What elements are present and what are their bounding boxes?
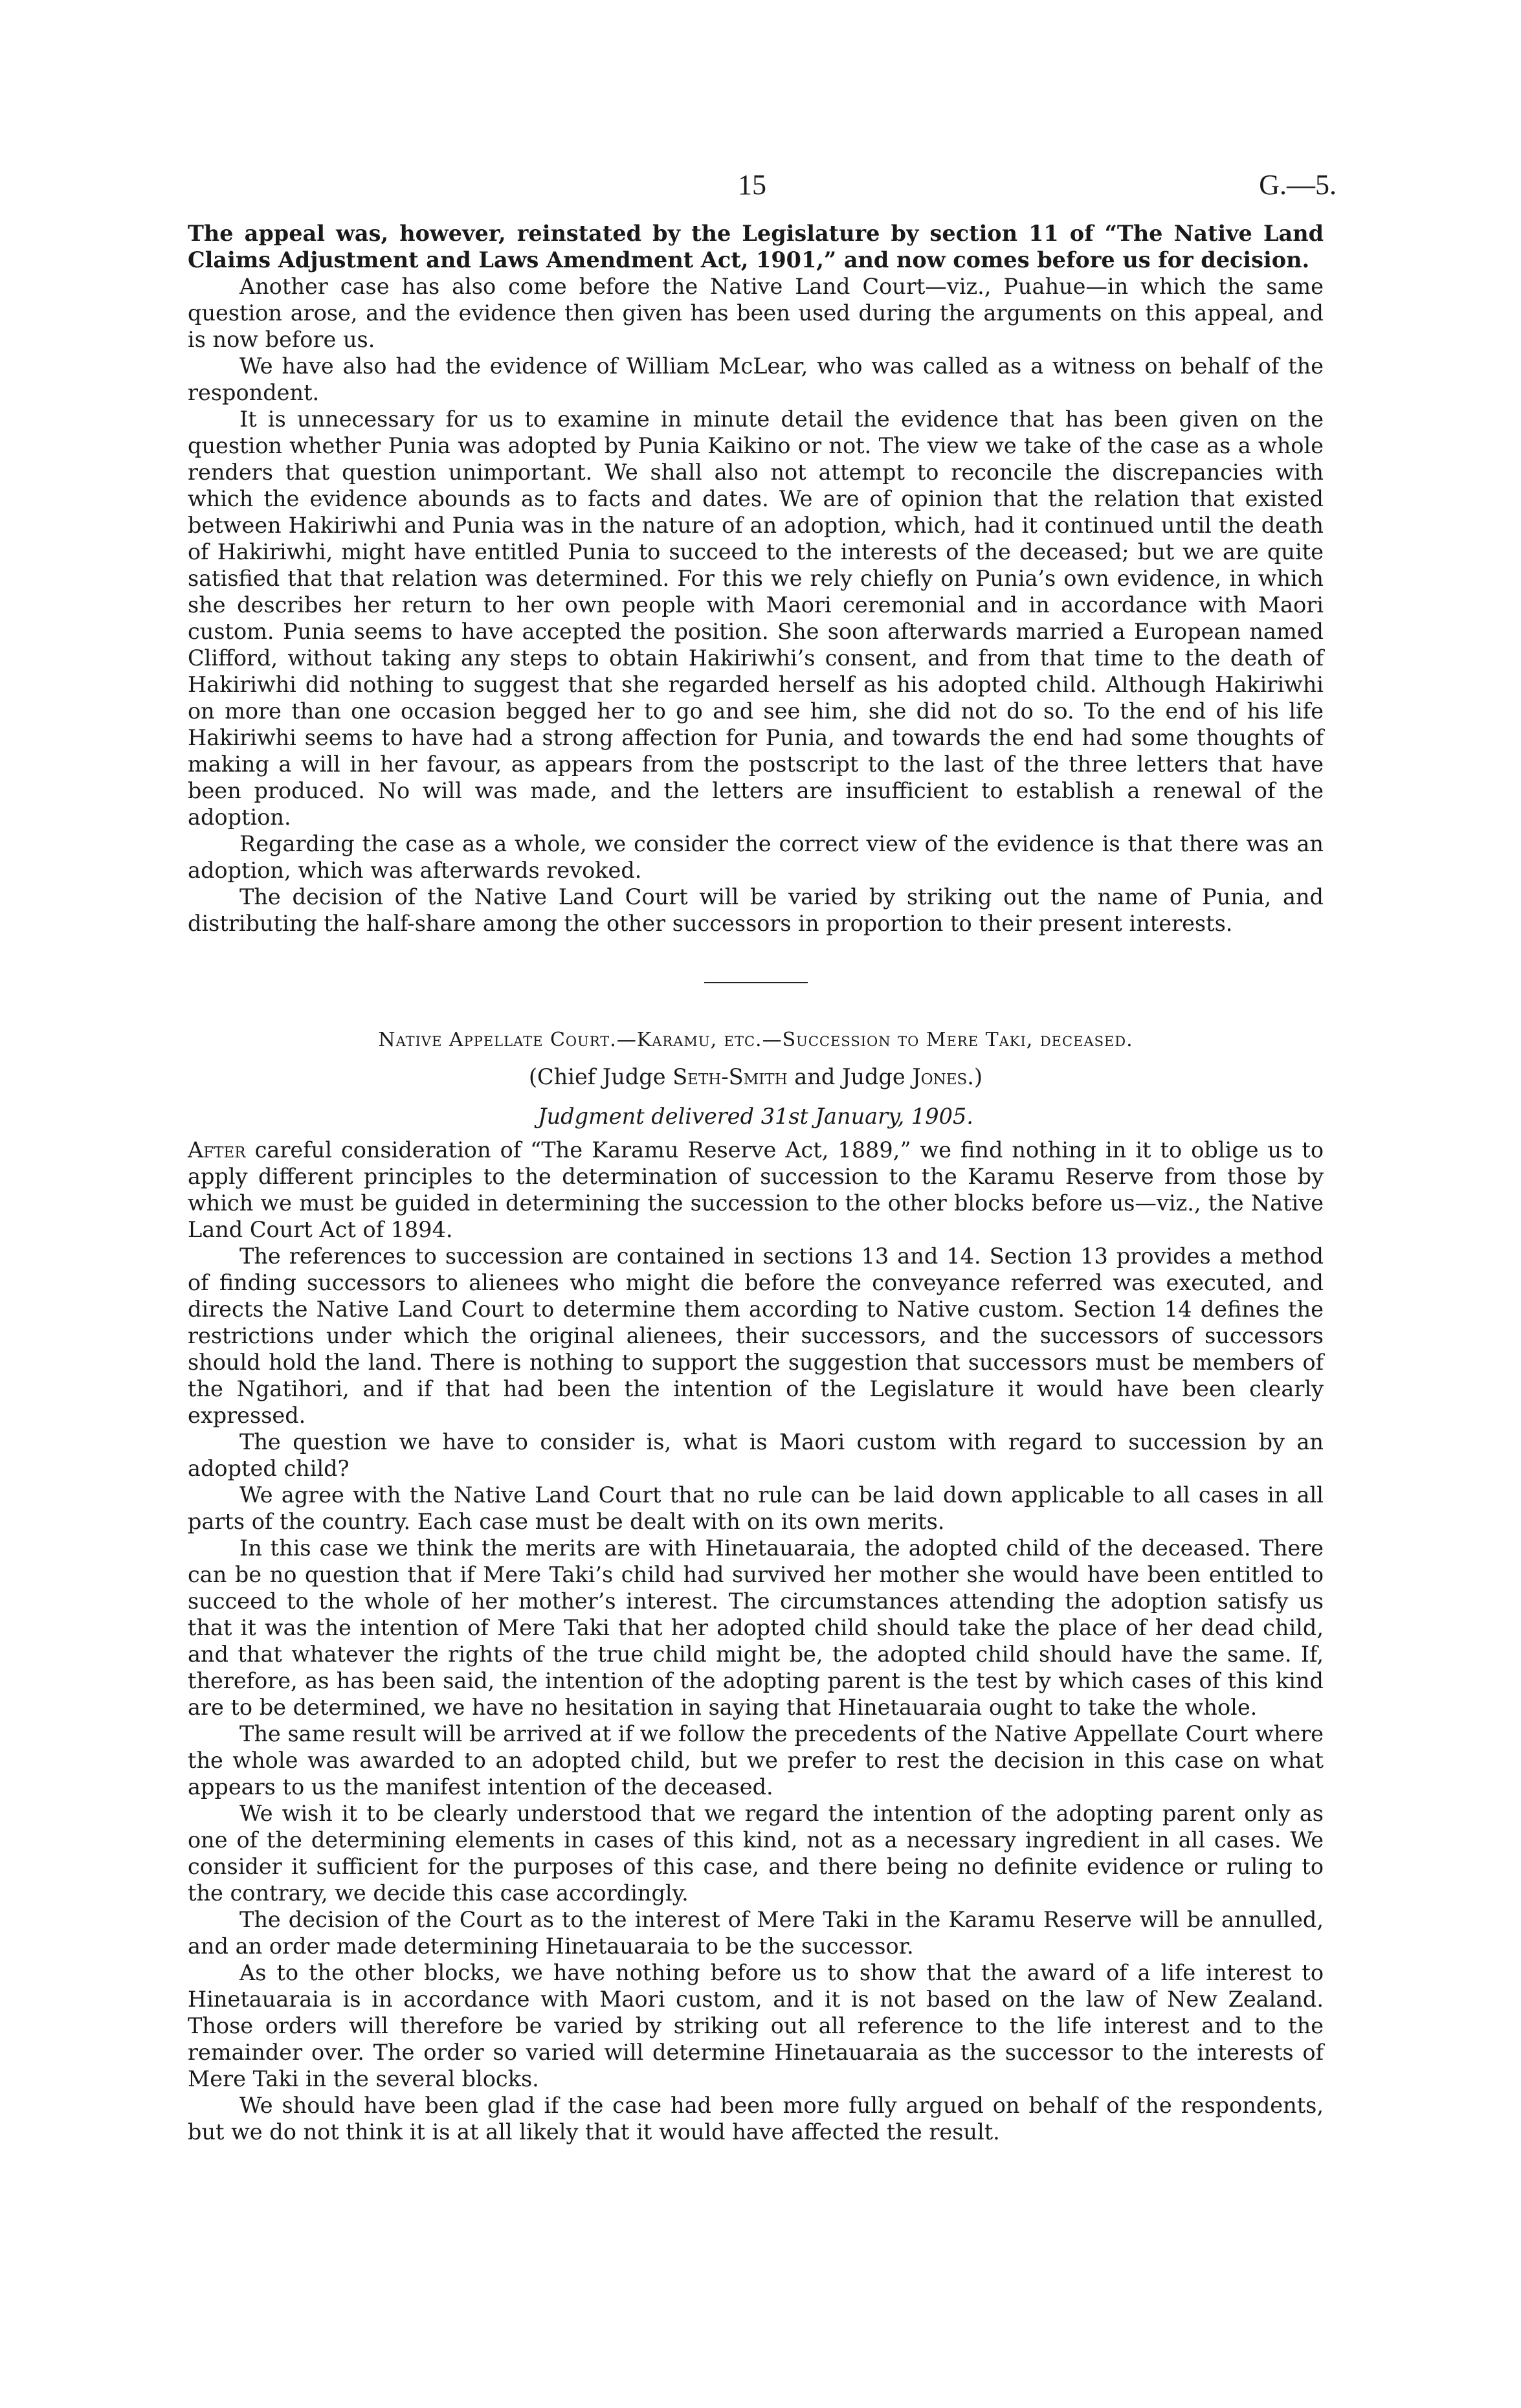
paragraph-text: careful consideration of “The Karamu Reserve Act, 1889,” we find nothing in it to oblige us to apply different principles to the determination of succession to the Karamu Reserve from those by which we must be guided in determining the succession to the other blocks before us—viz., the Native Land Court Act of 1894. (188, 1137, 1324, 1242)
document-reference: G.—5. (1259, 169, 1337, 201)
paragraph: The same result will be arrived at if we follow the precedents of the Native Appellate Court where the whole was awarded to an adopted child, but we prefer to rest the decision in this case on what appears to us the manifest intention of the deceased. (188, 1721, 1324, 1800)
paragraph: The references to succession are contained in sections 13 and 14. Section 13 provides a method of finding successors to alienees who might die before the conveyance referred was executed, and directs the Native Land Court to determine them according to Native custom. Section 14 defines the restrictions under which the original alienees, their successors, and the successors of successors should hold the land. There is nothing to support the suggestion that successors must be members of the Ngatihori, and if that had been the intention of the Legislature it would have been clearly expressed. (188, 1243, 1324, 1428)
judges-prefix: (Chief Judge (528, 1064, 673, 1089)
judges-suffix: .) (967, 1064, 983, 1089)
paragraph (188, 1137, 1324, 1243)
paragraph: The decision of the Native Land Court will be varied by striking out the name of Punia, and distributing the half-share among the other successors in proportion to their present interests. (188, 884, 1324, 936)
lead-word: After (188, 1137, 246, 1163)
section-karamu-succession (188, 1029, 1324, 2145)
paragraph: The decision of the Court as to the interest of Mere Taki in the Karamu Reserve will be annulled, and an order made determining Hinetauaraia to be the successor. (188, 1907, 1324, 1959)
paragraph: We should have been glad if the case had been more fully argued on behalf of the respondents, but we do not think it is at all likely that it would have affected the result. (188, 2093, 1324, 2145)
paragraph: It is unnecessary for us to examine in minute detail the evidence that has been given on the question whether Punia was adopted by Punia Kaikino or not. The view we take of the case as a whole renders that question unimportant. We shall also not attempt to reconcile the discrepancies with which the evidence abounds as to facts and dates. We are of opinion that the relation that existed between Hakiriwhi and Punia was in the nature of an adoption, which, had it continued until the death of Hakiriwhi, might have entitled Punia to succeed to the interests of the deceased; but we are quite satisfied that that relation was determined. For this we rely chiefly on Punia’s own evidence, in which she describes her return to her own people with Maori ceremonial and in accordance with Maori custom. Punia seems to have accepted the position. She soon afterwards married a European named Clifford, without taking any steps to obtain Hakiriwhi’s consent, and from that time to the death of Hakiriwhi did nothing to suggest that she regarded herself as his adopted child. Although Hakiriwhi on more than one occasion begged her to go and see him, she did not do so. To the end of his life Hakiriwhi seems to have had a strong affection for Punia, and towards the end had some thoughts of making a will in her favour, as appears from the postscript to the last of the three letters that have been produced. No will was made, and the letters are insufficient to establish a renewal of the adoption. (188, 407, 1324, 830)
judgment-date: Judgment delivered 31st January, 1905. (538, 1104, 973, 1129)
paragraph: We agree with the Native Land Court that no rule can be laid down applicable to all cases in all parts of the country. Each case must be dealt with on its own merits. (188, 1482, 1324, 1534)
judges-mid: and Judge (787, 1064, 913, 1089)
section-punia-appeal (188, 220, 1324, 937)
page-header (188, 168, 1337, 220)
paragraph: As to the other blocks, we have nothing before us to show that the award of a life interest to Hinetauaraia is in accordance with Maori custom, and it is not based on the law of New Zealand. Those orders will therefore be varied by striking out all reference to the life interest and to the remainder over. The order so varied will determine Hinetauaraia as the successor to the interests of Mere Taki in the several blocks. (188, 1960, 1324, 2091)
paragraph: We wish it to be clearly understood that we regard the intention of the adopting parent only as one of the determining elements in cases of this kind, not as a necessary ingredient in all cases. We consider it sufficient for the purposes of this case, and there being no definite evidence or ruling to the contrary, we decide this case accordingly. (188, 1801, 1324, 1906)
paragraph: Another case has also come before the Native Land Court—viz., Puahue—in which the same question arose, and the evidence then given has been used during the arguments on this appeal, and is now before us. (188, 274, 1324, 352)
paragraph: The appeal was, however, reinstated by the Legislature by section 11 of “The Native Land Claims Adjustment and Laws Amendment Act, 1901,” and now comes before us for decision. (188, 221, 1324, 273)
paragraph: The question we have to consider is, what is Maori custom with regard to succession by an adopted child? (188, 1429, 1324, 1481)
paragraph: Regarding the case as a whole, we consider the correct view of the evidence is that there was an adoption, which was afterwards revoked. (188, 831, 1324, 883)
section-title: Native Appellate Court.—Karamu, etc.—Succession to Mere Taki, deceased. (378, 1029, 1133, 1051)
judges-line (188, 1064, 1324, 1089)
page-number: 15 (738, 169, 766, 201)
paragraph: We have also had the evidence of William McLear, who was called as a witness on behalf of the respondent. (188, 353, 1324, 405)
judge-name: Seth-Smith (672, 1064, 788, 1089)
judge-name: Jones (912, 1064, 968, 1089)
document-page (188, 168, 1337, 2145)
section-divider (704, 982, 808, 983)
paragraph: In this case we think the merits are with Hinetauaraia, the adopted child of the deceased. There can be no question that if Mere Taki’s child had survived her mother she would have been entitled to succeed to the whole of her mother’s interest. The circumstances attending the adoption satisfy us that it was the intention of Mere Taki that her adopted child should take the place of her dead child, and that whatever the rights of the true child might be, the adopted child should have the same. If, therefore, as has been said, the intention of the adopting parent is the test by which cases of this kind are to be determined, we have no hesitation in saying that Hinetauaraia ought to take the whole. (188, 1535, 1324, 1720)
